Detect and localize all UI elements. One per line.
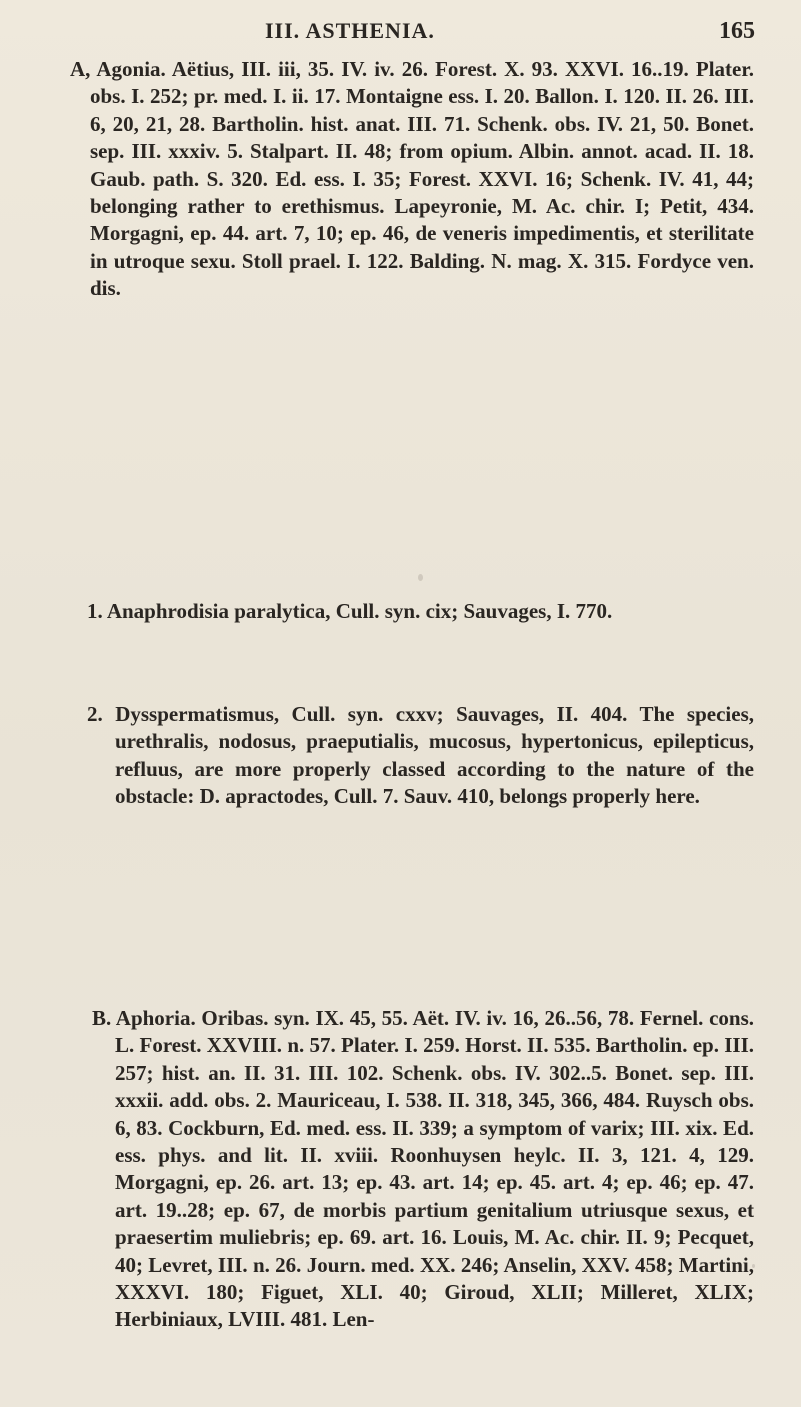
section-b-paragraph: B. Aphoria. Oribas. syn. IX. 45, 55. Aët. IV. iv. 16, 26..56, 78. Fernel. cons. L. Forest. XXVIII. n. 57. Plater. I. 259. Horst. II. 535. Bartholin. ep. III. 257; hist. an. II. 31. III. 102. Schenk. obs. IV. 302..5. Bonet. sep. III. xxxii. add. obs. 2. Mauriceau, I. 538. II. 318, 345, 366, 484. Ruysch obs. 6, 83. Cockburn, Ed. med. ess. II. 339; a symptom of varix; III. xix. Ed. ess. phys. and lit. II. xviii. Roonhuysen heylc. II. 3, 121. 4, 129. Morgagni, ep. 26. art. 13; ep. 43. art. 14; ep. 45. art. 4; ep. 46; ep. 47. art. 19..28; ep. 67, de morbis partium genitalium utriusque sexus, et praesertim muliebris; ep. 69. art. 16. Louis, M. Ac. chir. II. 9; Pecquet, 40; Levret, III. n. 26. Journ. med. XX. 246; Anselin, XXV. 458; Martini, XXXVI. 180; Figuet, XLI. 40; Giroud, XLII; Milleret, XLIX; Herbiniaux, LVIII. 481. Len-	[92, 1006, 754, 1332]
section-a-paragraph: A, Agonia. Aëtius, III. iii, 35. IV. iv. 26. Forest. X. 93. XXVI. 16..19. Plater. obs. I. 252; pr. med. I. ii. 17. Montaigne ess. I. 20. Ballon. I. 120. II. 26. III. 6, 20, 21, 28. Bartholin. hist. anat. III. 71. Schenk. obs. IV. 21, 50. Bonet. sep. III. xxxiv. 5. Stalpart. II. 48; from opium. Albin. annot. acad. II. 18. Gaub. path. S. 320. Ed. ess. I. 35; Forest. XXVI. 16; Schenk. IV. 41, 44; belonging rather to erethismus. Lapeyronie, M. Ac. chir. I; Petit, 434. Morgagni, ep. 44. art. 7, 10; ep. 46, de veneris impedimentis, et sterilitate in utroque sexu. Stoll prael. I. 122. Balding. N. mag. X. 315. Fordyce ven. dis.	[70, 57, 754, 301]
list-item-anaphrodisia: 1. Anaphrodisia paralytica, Cull. syn. cix; Sauvages, I. 770.	[87, 599, 613, 623]
running-title: III. ASTHENIA.	[265, 18, 435, 43]
page-blemish	[418, 574, 423, 581]
page-blemish	[752, 1264, 755, 1268]
list-item-dysspermatismus: 2. Dysspermatismus, Cull. syn. cxxv; Sauvages, II. 404. The species, urethralis, nodosus, praeputialis, mucosus, hypertonicus, epilepticus, refluus, are more properly classed according to the nature of the obstacle: D. apractodes, Cull. 7. Sauv. 410, belongs properly here.	[87, 702, 754, 809]
page-header	[0, 16, 801, 50]
page-number: 165	[719, 18, 755, 44]
